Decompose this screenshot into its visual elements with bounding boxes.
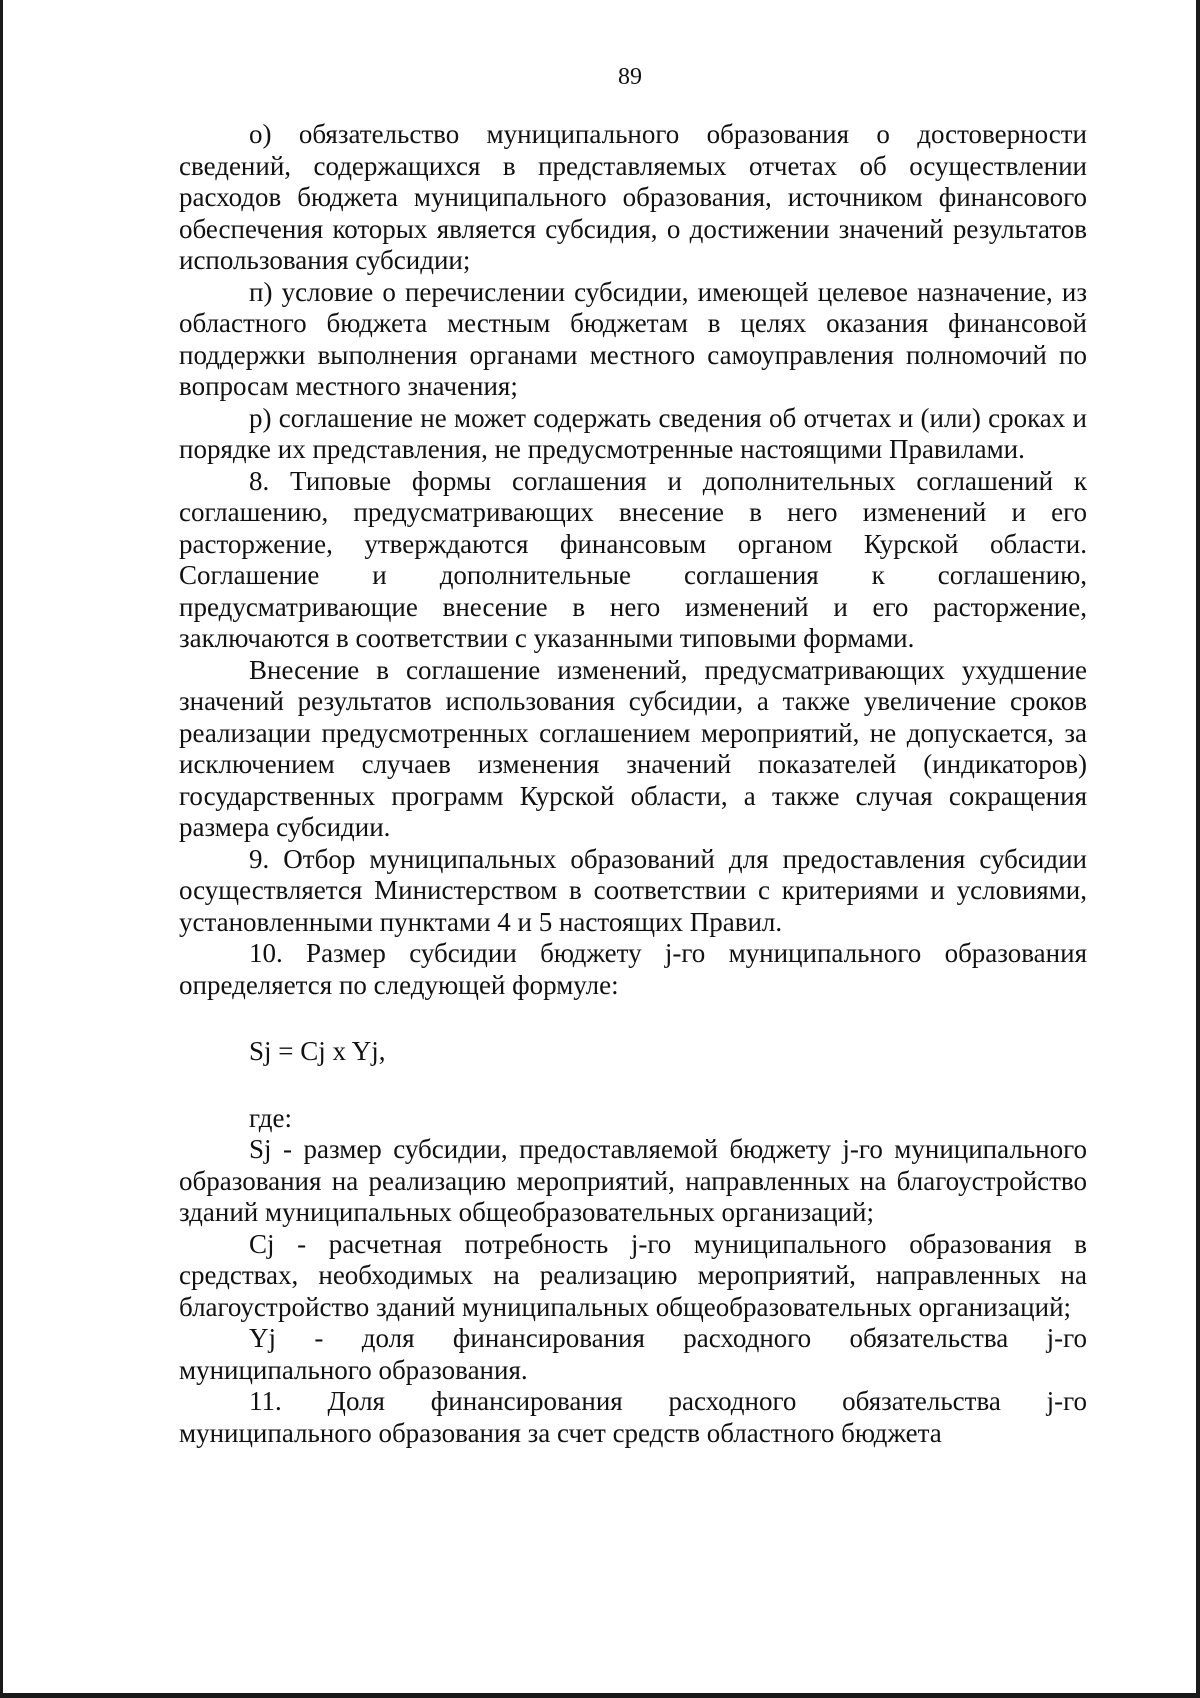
definition-sj: Sj - размер субсидии, предоставляемой бюджету j-го муниципального образования на реализацию мероприятий, направленных на благоустройство зданий муниципальных общеобразовательных организаций; [179,1134,1087,1227]
subsidy-formula: Sj = Cj x Yj, [249,1036,386,1066]
paragraph-9: 9. Отбор муниципальных образований для предоставления субсидии осуществляется Министерством в соответствии с критериями и условиями, установленными пунктами 4 и 5 настоящих Правил. [179,843,1087,937]
paragraph-o: о) обязательство муниципального образования о достоверности сведений, содержащихся в представляемых отчетах об осуществлении расходов бюджета муниципального образования, источником финансового обеспечения которых является субсидия, о достижении значений результатов использования субсидии; [179,119,1087,275]
definition-yj: Yj - доля финансирования расходного обязательства j-го муниципального образования. [179,1323,1087,1385]
scan-bottom-edge [0,1693,1200,1698]
paragraph-r: р) соглашение не может содержать сведения об отчетах и (или) сроках и порядке их представления, не предусмотренные настоящими Правилами. [179,402,1087,464]
page-number: 89 [618,64,642,90]
paragraph-11: 11. Доля финансирования расходного обязательства j-го муниципального образования за счет средств областного бюджета [179,1386,1087,1448]
scan-left-edge [0,0,3,1698]
paragraph-p: п) условие о перечислении субсидии, имеющей целевое назначение, из областного бюджета местным бюджетам в целях оказания финансовой поддержки выполнения органами местного самоуправления полномочий по вопросам местного значения; [179,276,1087,401]
scan-right-edge [1196,0,1200,1698]
where-label: где: [249,1102,292,1133]
paragraph-8: 8. Типовые формы соглашения и дополнительных соглашений к соглашению, предусматривающих внесение в него изменений и его расторжение, утверждаются финансовым органом Курской области. Соглашение и дополнительные соглашения к соглашению, предусматривающие внесение в него изменений и его расторжение, заключаются в соответствии с указанными типовыми формами. [179,465,1087,653]
paragraph-10: 10. Размер субсидии бюджету j-го муниципального образования определяется по следующей формуле: [179,938,1087,1000]
definition-cj: Cj - расчетная потребность j-го муниципального образования в средствах, необходимых на реализацию мероприятий, направленных на благоустройство зданий муниципальных общеобразовательных организаций; [179,1228,1087,1322]
document-body [179,119,1087,1449]
paragraph-changes: Внесение в соглашение изменений, предусматривающих ухудшение значений результатов использования субсидии, а также увеличение сроков реализации предусмотренных соглашением мероприятий, не допускается, за исключением случаев изменения значений показателей (индикаторов) государственных программ Курской области, а также случая сокращения размера субсидии. [179,654,1087,842]
